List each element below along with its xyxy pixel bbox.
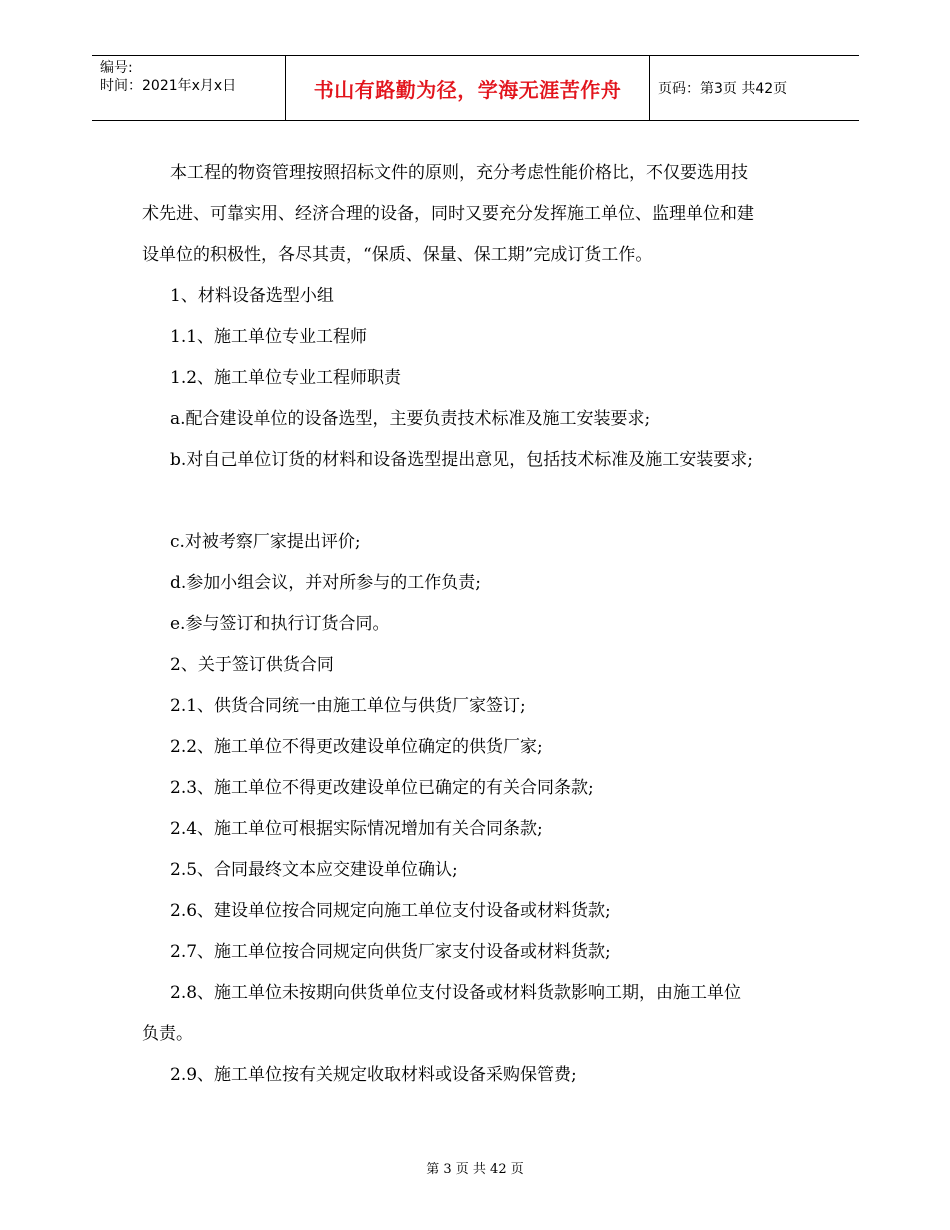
list-item: 2.4、施工单位可根据实际情况增加有关合同条款; (170, 819, 543, 839)
header-page-info: 页码：第3页 共42页 (658, 81, 788, 97)
document-body (142, 153, 830, 1096)
list-item: 2.1、供货合同统一由施工单位与供货厂家签订; (170, 696, 526, 716)
blank-line (170, 481, 830, 522)
list-item: 2.2、施工单位不得更改建设单位确定的供货厂家; (170, 737, 543, 757)
list-item (142, 973, 830, 1055)
document-time: 时间：2021年x月x日 (100, 78, 237, 94)
list-item: 2.5、合同最终文本应交建设单位确认; (170, 860, 458, 880)
list-item: 2.6、建设单位按合同规定向施工单位支付设备或材料货款; (170, 901, 611, 921)
list-item: b.对自己单位订货的材料和设备选型提出意见，包括技术标准及施工安装要求; (170, 450, 754, 470)
list-item: e.参与签订和执行订货合同。 (170, 614, 390, 634)
subsection-heading: 1.2、施工单位专业工程师职责 (170, 368, 402, 388)
paragraph-line: 术先进、可靠实用、经济合理的设备，同时又要充分发挥施工单位、监理单位和建 (142, 204, 754, 224)
list-item: a.配合建设单位的设备选型，主要负责技术标准及施工安装要求; (170, 409, 651, 429)
list-item: d.参加小组会议，并对所参与的工作负责; (170, 573, 482, 593)
list-item: 2.7、施工单位按合同规定向供货厂家支付设备或材料货款; (170, 942, 611, 962)
section-heading: 1、材料设备选型小组 (170, 286, 334, 306)
page-header (92, 55, 859, 121)
document-number-label: 编号: (100, 60, 133, 76)
header-meta (92, 56, 286, 120)
paragraph-line: 设单位的积极性，各尽其责，“保质、保量、保工期”完成订货工作。 (142, 245, 653, 265)
paragraph-line: 负责。 (142, 1024, 193, 1044)
list-item: 2.3、施工单位不得更改建设单位已确定的有关合同条款; (170, 778, 594, 798)
list-item: 2.9、施工单位按有关规定收取材料或设备采购保管费; (170, 1065, 577, 1085)
page-footer: 第 3 页 共 42 页 (426, 1162, 524, 1177)
intro-paragraph (142, 153, 830, 276)
list-item: c.对被考察厂家提出评价; (170, 532, 361, 552)
header-motto: 书山有路勤为径，学海无涯苦作舟 (286, 56, 650, 120)
paragraph-line: 2.8、施工单位未按期向供货单位支付设备或材料货款影响工期，由施工单位 (170, 983, 742, 1003)
paragraph-line: 本工程的物资管理按照招标文件的原则，充分考虑性能价格比，不仅要选用技 (170, 163, 748, 183)
subsection-heading: 1.1、施工单位专业工程师 (170, 327, 368, 347)
section-heading: 2、关于签订供货合同 (170, 655, 334, 675)
